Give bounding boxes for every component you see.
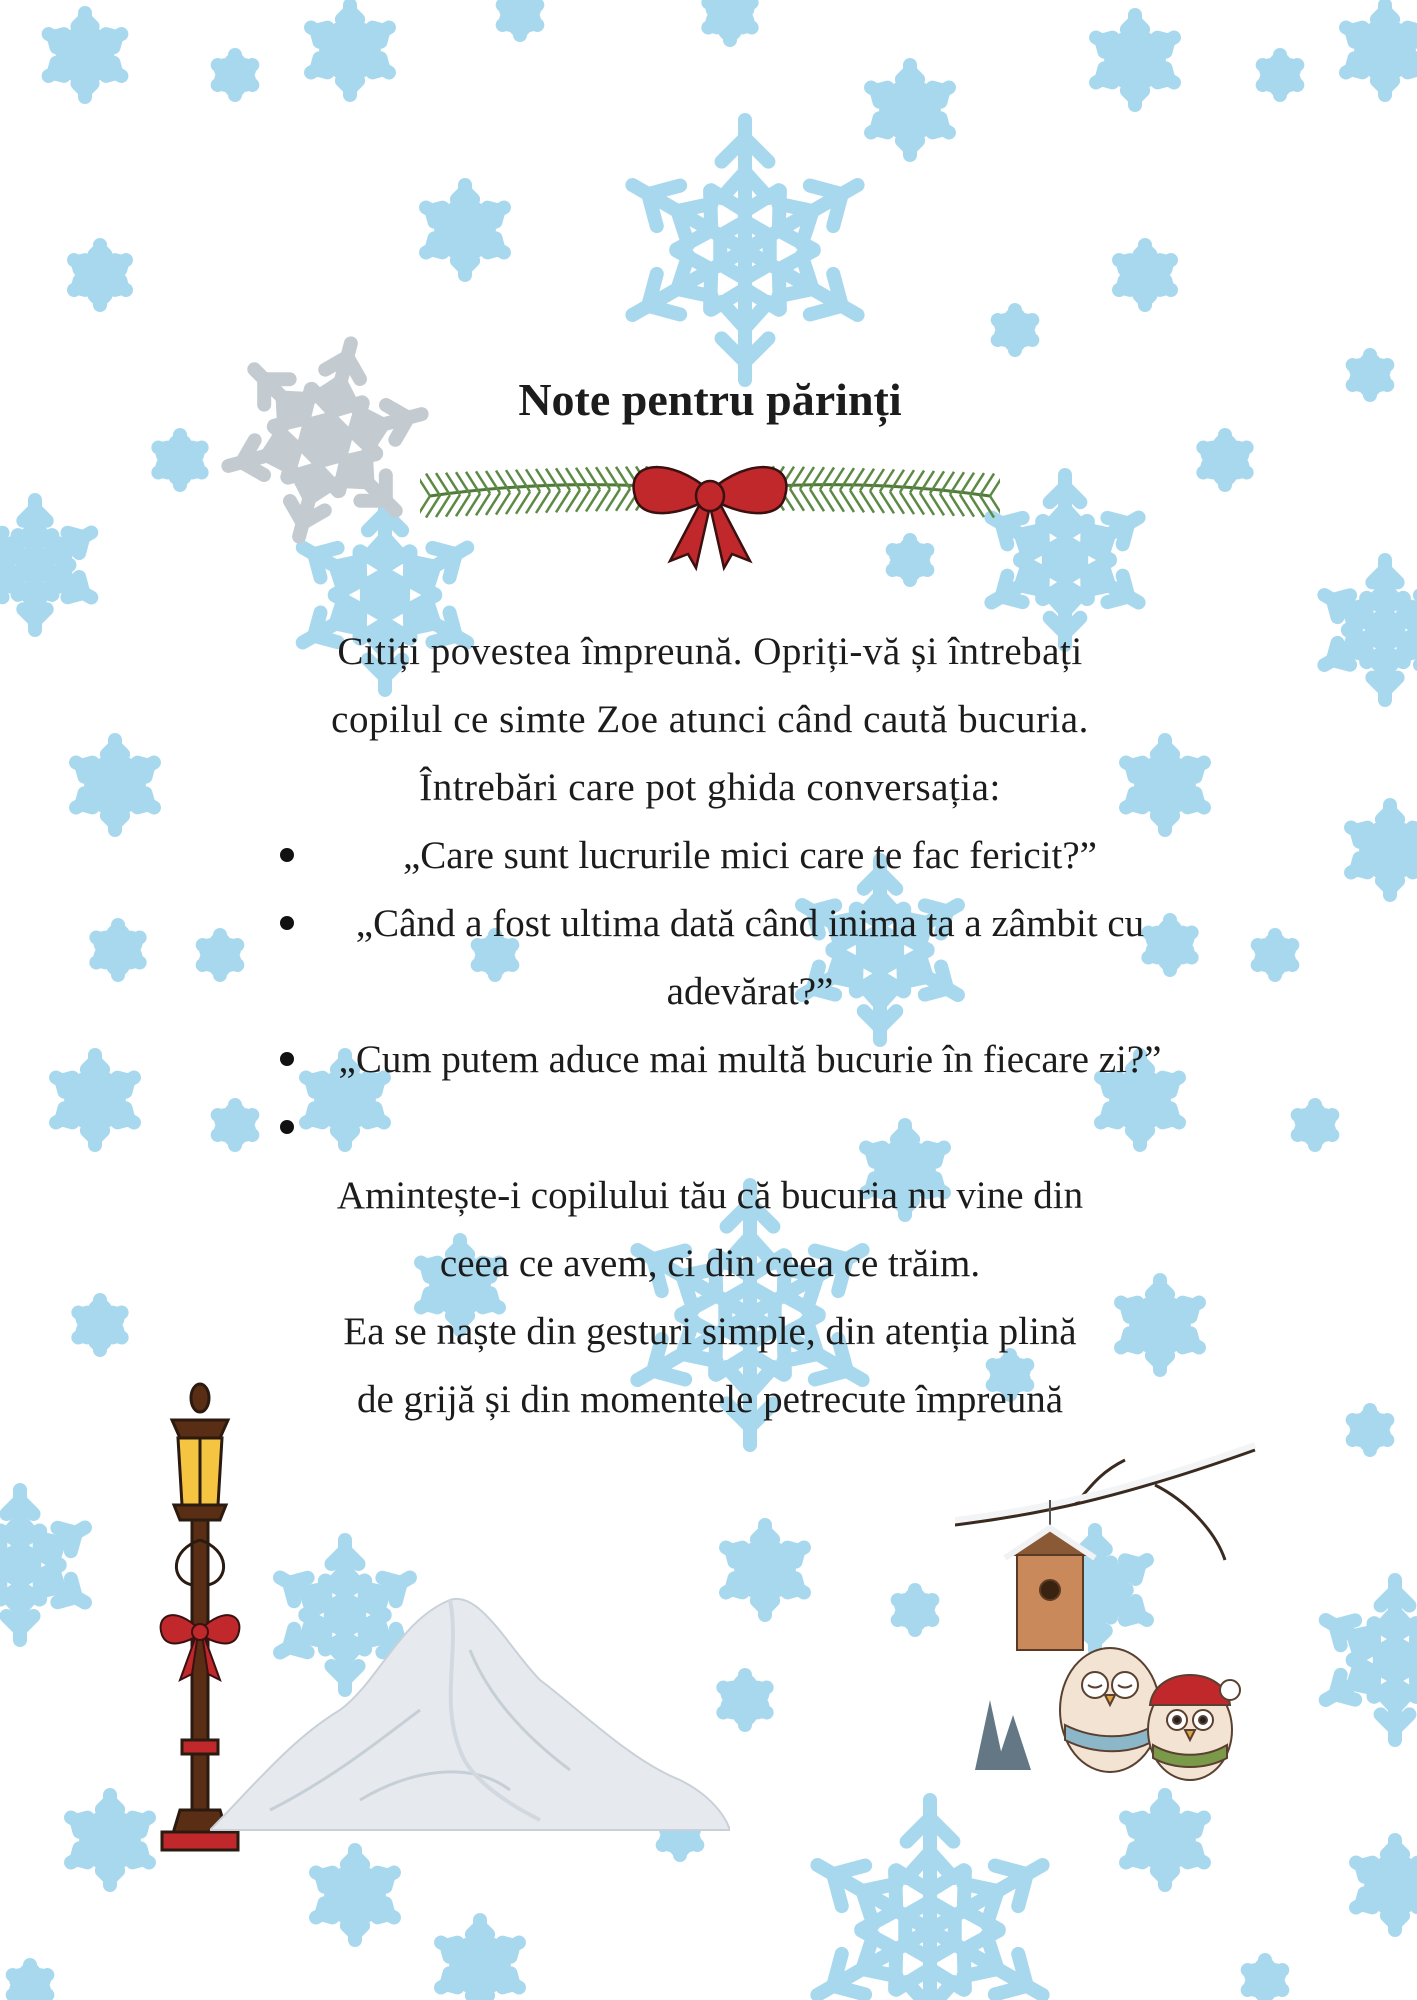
questions-list <box>220 822 1200 1162</box>
snowflake-icon <box>0 1490 95 1640</box>
snowflake-icon <box>215 55 255 95</box>
intro-line: Întrebări care pot ghida conversația: <box>419 765 1001 809</box>
question-text: „Cum putem aduce mai multă bucurie în fiecare zi?” <box>338 1037 1162 1081</box>
snow-mound-icon <box>210 1590 730 1840</box>
snowflake-icon <box>75 1300 125 1350</box>
intro-paragraph <box>220 618 1200 822</box>
list-item <box>220 822 1200 890</box>
closing-line: Amintește-i copilului tău că bucuria nu vine din <box>336 1173 1084 1217</box>
snowflake-icon <box>1295 1105 1335 1145</box>
snowflake-icon <box>70 245 130 305</box>
snowflake-icon <box>93 925 143 975</box>
snowflake-icon <box>1315 560 1417 700</box>
list-item <box>220 1026 1200 1094</box>
snowflake-icon <box>70 740 160 830</box>
owls-birdhouse-icon <box>955 1440 1265 1800</box>
closing-line: de grijă și din momentele petrecute împreună <box>356 1377 1064 1421</box>
question-text: „Care sunt lucrurile mici care te fac fericit?” <box>402 833 1097 877</box>
notes-content <box>220 370 1200 1434</box>
garland-bow-icon <box>420 436 1000 576</box>
snowflake-icon <box>1200 435 1250 485</box>
snowflake-icon <box>500 0 540 35</box>
snowflake-icon <box>720 1525 810 1615</box>
snowflake-icon <box>705 0 755 40</box>
snowflake-icon <box>50 1055 140 1145</box>
page-title: Note pentru părinți <box>518 374 902 425</box>
snowflake-icon <box>1350 1410 1390 1450</box>
snowflake-icon <box>305 5 395 95</box>
snowflake-icon <box>10 1965 50 2000</box>
closing-line: Ea se naște din gesturi simple, din atenția plină <box>343 1309 1077 1353</box>
snowflake-icon <box>420 185 510 275</box>
snowflake-icon <box>0 500 100 630</box>
question-text <box>280 1094 1180 1162</box>
snowflake-icon <box>1350 1840 1417 1930</box>
closing-line: ceea ce avem, ci din ceea ce trăim. <box>439 1241 981 1285</box>
closing-paragraph <box>220 1162 1200 1434</box>
snowflake-icon <box>1340 5 1417 95</box>
snowflake-icon <box>1345 805 1417 895</box>
list-item <box>220 890 1200 1026</box>
snowflake-icon <box>1245 1960 1285 2000</box>
snowflake-icon <box>1115 245 1175 305</box>
snowflake-icon <box>43 13 127 97</box>
snowflake-icon <box>895 1590 935 1630</box>
snowflake-icon <box>310 1850 400 1940</box>
snowflake-icon <box>1350 355 1390 395</box>
snowflake-icon <box>865 65 955 155</box>
snowflake-icon <box>801 1800 1060 2000</box>
snowflake-icon <box>1255 935 1295 975</box>
list-item <box>220 1094 1200 1162</box>
snowflake-icon <box>435 1920 525 2000</box>
question-text: „Când a fost ultima dată când inima ta a zâmbit cu adevărat?” <box>355 901 1145 1013</box>
intro-line: Citiți povestea împreună. Opriți-vă și întrebați <box>337 629 1083 673</box>
snowflake-icon <box>995 310 1035 350</box>
snowflake-icon <box>1260 55 1300 95</box>
snowflake-icon <box>1120 1795 1210 1885</box>
snowflake-icon <box>616 120 875 380</box>
intro-line: copilul ce simte Zoe atunci când caută bucuria. <box>331 697 1089 741</box>
snowflake-icon <box>155 435 205 485</box>
snowflake-icon <box>1315 1580 1417 1740</box>
snowflake-icon <box>1090 15 1180 105</box>
